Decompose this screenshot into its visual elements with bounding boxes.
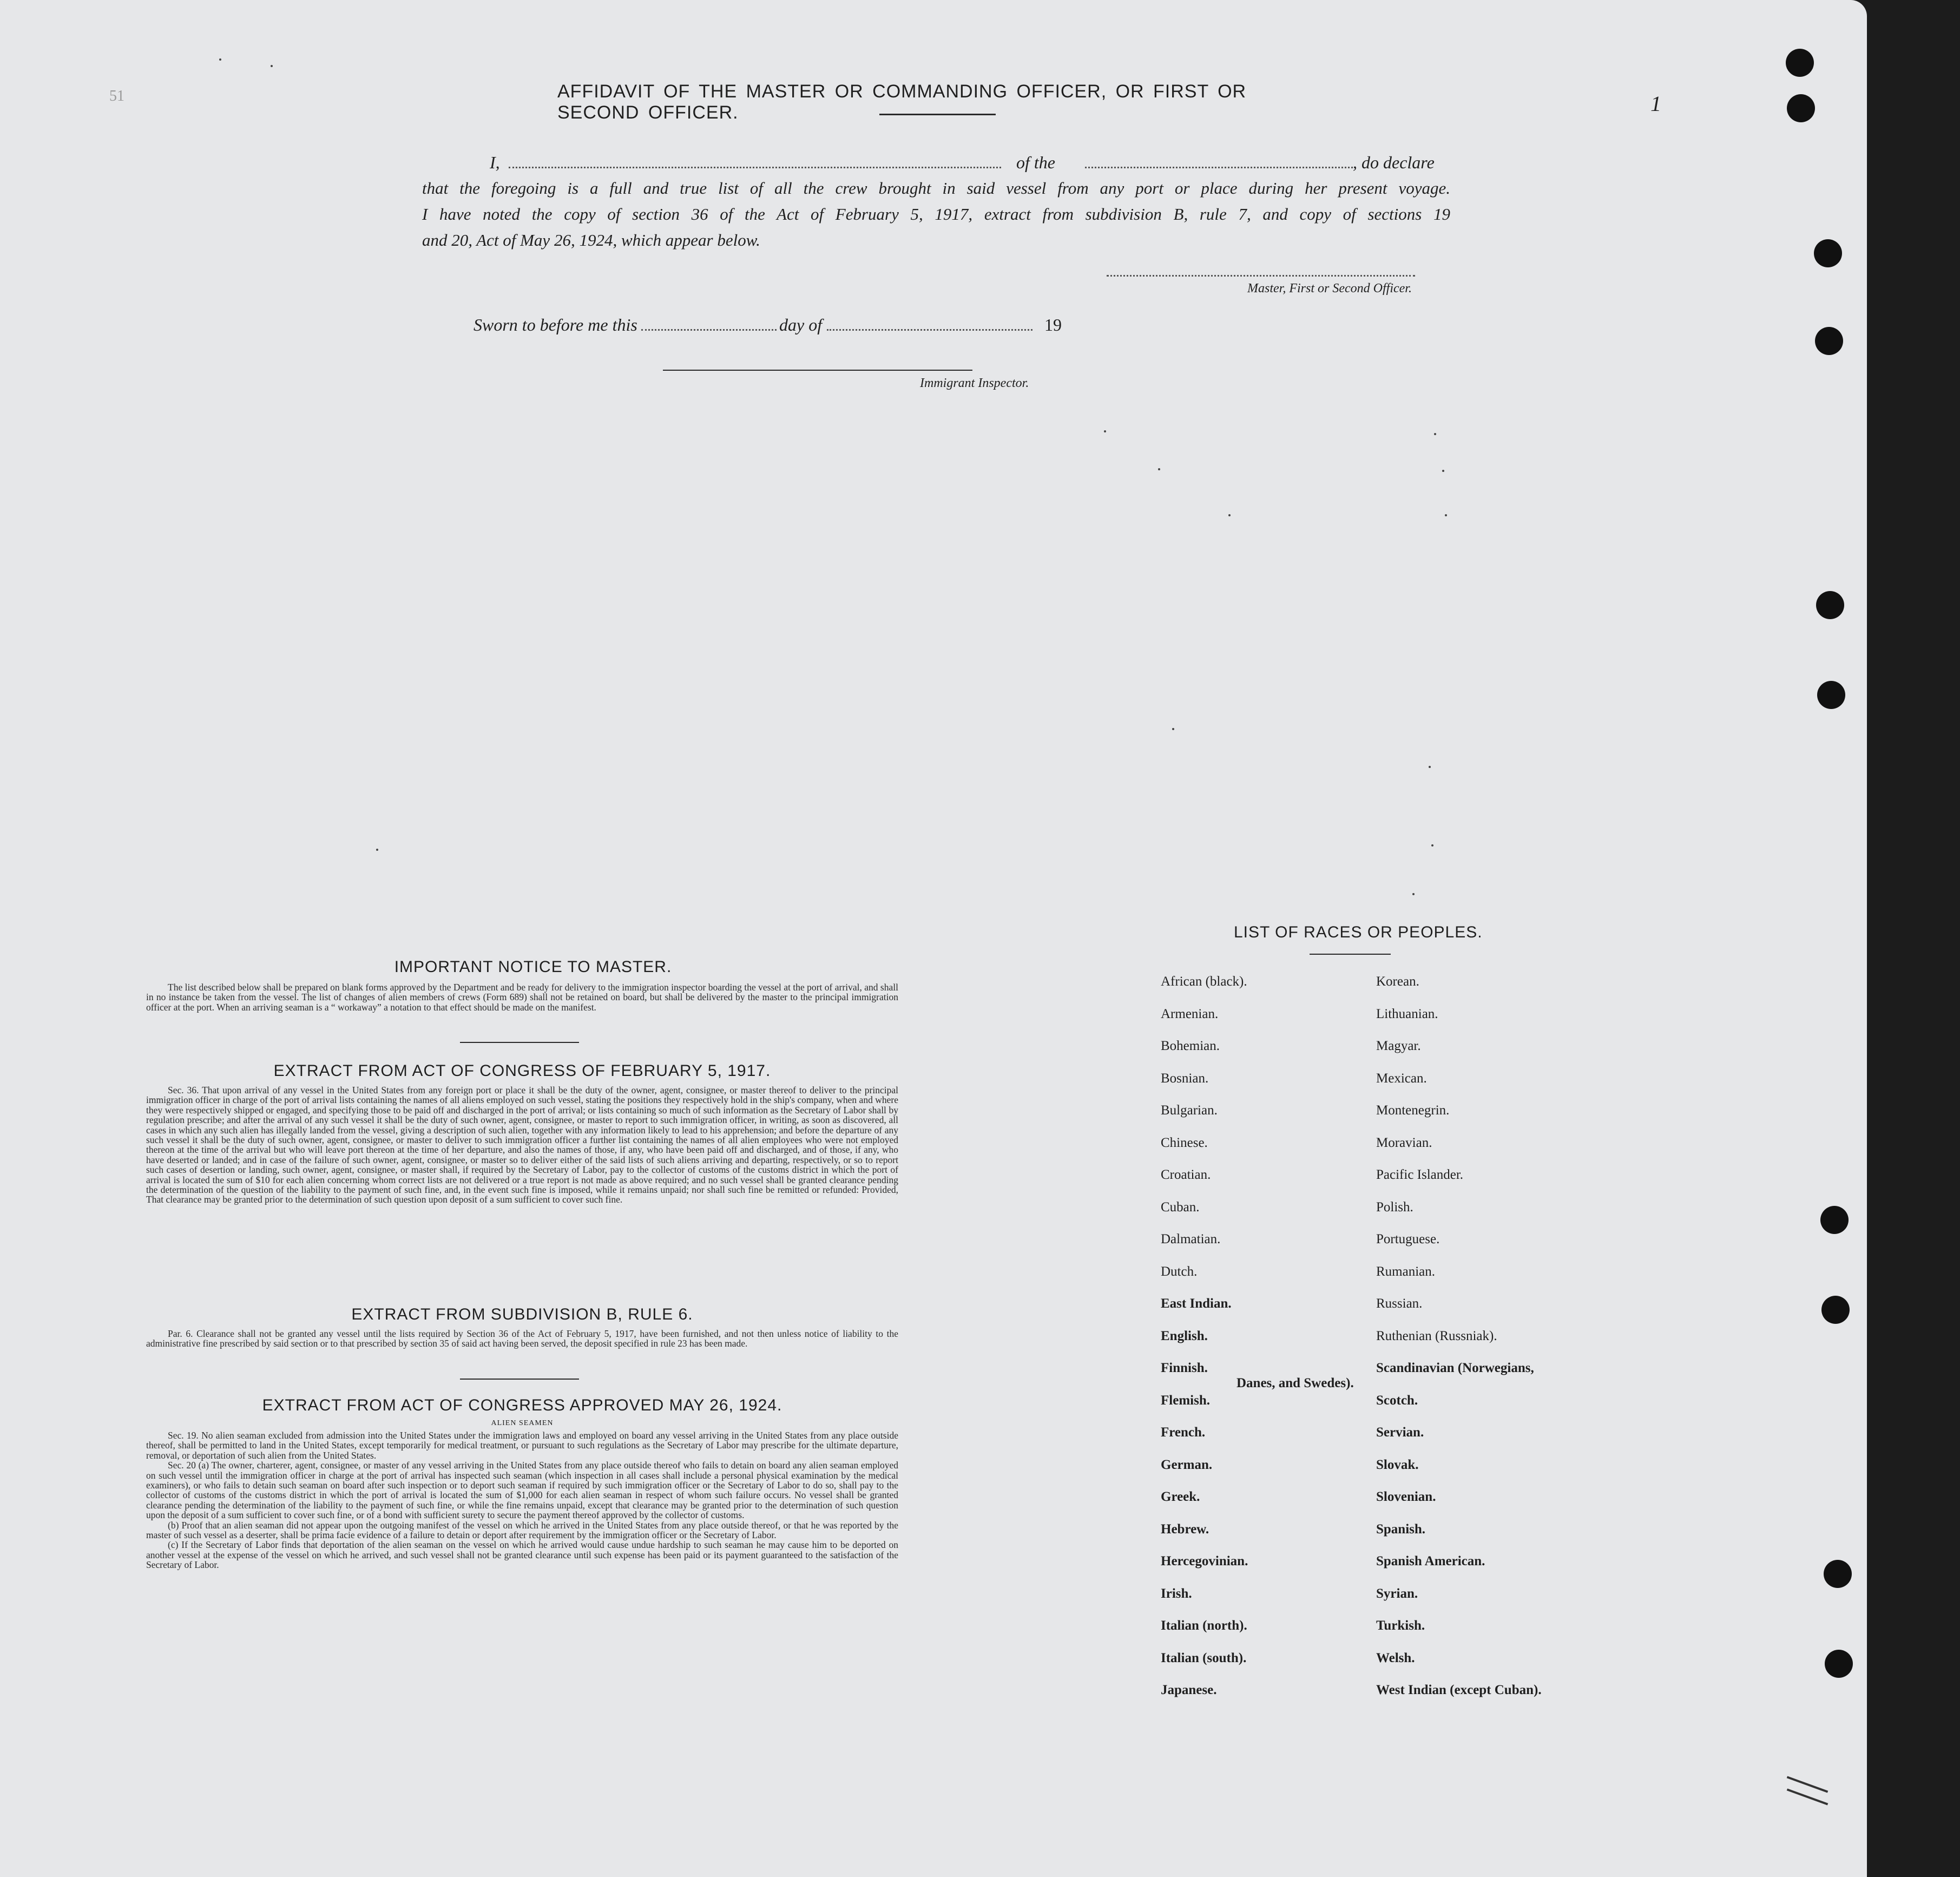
speck [1172,728,1174,730]
speck [219,58,221,61]
race-item: Slovenian. [1376,1489,1436,1504]
inspector-label: Immigrant Inspector. [920,376,1029,390]
speck [1412,893,1415,895]
notice-paragraph: The list described below shall be prepared on blank forms approved by the Department and be ready for delivery to the immigration inspector boarding the vessel at the port of arrival, and shall in no instance be taken from the vessel. The list of changes of alien members of crews (Form 689) shall not be retained on board, but shall be delivered by the master to the principal immigration officer at the port. When an arriving seaman is a “ workaway” a notation to that effect should be made on the manifest. [146,982,898,1013]
race-item: Rumanian. [1376,1264,1436,1279]
binder-hole-5 [1816,591,1844,619]
race-item: Japanese. [1161,1683,1217,1697]
race-item: Ruthenian (Russniak). [1376,1328,1497,1343]
extract-1924-paragraph: (b) Proof that an alien seaman did not appear upon the outgoing manifest of the vessel on which he arrived in the United States from any place outside thereof, or that he was reported by the master of such vessel as a deserter, shall be prima facie evidence of a failure to detain or deport after requirement by the immigration officer or the Secretary of Labor. [146,1519,898,1541]
affidavit-line4: and 20, Act of May 26, 1924, which appear below. [422,231,760,250]
race-item: West Indian (except Cuban). [1376,1683,1542,1697]
race-item: Italian (north). [1161,1618,1247,1633]
extract-1924-paragraph: Sec. 19. No alien seaman excluded from admission into the United States under the immigration laws and employed on board any vessel arriving in the United States from any place outside thereof, shall be permitted to land in the United States, except temporarily for medical treatment, or pursuant to such regulations as the Secretary of Labor may prescribe for the ultimate departure, removal, or deportation of such alien from the United States. [146,1430,898,1461]
races-title: LIST OF RACES OR PEOPLES. [1234,923,1483,941]
inspector-signature-line [663,370,972,371]
race-item: Servian. [1376,1425,1424,1440]
race-item: Chinese. [1161,1135,1208,1150]
extract-1924-text [146,1430,898,1570]
extract-1924-subtitle: ALIEN SEAMEN [491,1419,554,1427]
speck [1228,514,1231,516]
rule6-rule [460,1379,579,1380]
race-item: African (black). [1161,974,1247,989]
race-item: English. [1161,1328,1208,1343]
binder-hole-9 [1824,1560,1852,1588]
race-item: Syrian. [1376,1586,1418,1601]
master-signature-label: Master, First or Second Officer. [1247,281,1412,296]
speck [1442,470,1444,472]
race-item: Flemish. [1161,1393,1210,1408]
race-item: Slovak. [1376,1457,1419,1472]
master-signature-line [1107,275,1415,277]
race-item: Greek. [1161,1489,1200,1504]
race-item: Italian (south). [1161,1650,1247,1665]
rule6-paragraph: Par. 6. Clearance shall not be granted any vessel until the lists required by Section 36 of the Act of February 5, 1917, have been furnished, and not then unless notice of liability to the administrative fine prescribed by said section or to that prescribed by section 35 of said act having been served, the deposit specified in rule 23 has been made. [146,1328,898,1349]
notice-rule [460,1042,579,1043]
affidavit-title: AFFIDAVIT OF THE MASTER OR COMMANDING OFFICER, OR FIRST OR SECOND OFFICER. [557,81,1247,123]
race-item: Lithuanian. [1376,1006,1438,1021]
race-item: French. [1161,1425,1206,1440]
race-item: Magyar. [1376,1039,1421,1053]
race-item: Mexican. [1376,1071,1427,1086]
binder-hole-3 [1814,239,1842,267]
race-item: Montenegrin. [1376,1103,1450,1118]
race-item: Croatian. [1161,1167,1211,1182]
affidavit-line1-mid: of the [1016,153,1055,172]
name-blank [509,167,1001,168]
sworn-month-blank [827,329,1032,331]
race-item: Scandinavian (Norwegians, [1376,1361,1534,1375]
rule6-text [146,1329,898,1349]
extract-1924-title: EXTRACT FROM ACT OF CONGRESS APPROVED MAY 26, 1924. [262,1396,782,1414]
race-item: Hebrew. [1161,1521,1209,1537]
speck [1158,468,1160,470]
race-item: Dalmatian. [1161,1232,1221,1246]
sworn-day-blank [641,329,777,331]
race-item: Portuguese. [1376,1232,1440,1246]
binder-hole-8 [1821,1296,1850,1324]
sworn-end: 19 [1044,315,1062,334]
extract-1917-text [146,1085,898,1205]
affidavit-line2: that the foregoing is a full and true list of all the crew brought in said vessel from any port or place during her present voyage. [422,179,1450,198]
affidavit-line3: I have noted the copy of section 36 of the Act of February 5, 1917, extract from subdivision B, rule 7, and copy of sections 19 [422,205,1450,224]
race-item: Bulgarian. [1161,1103,1218,1118]
race-item: Dutch. [1161,1264,1198,1279]
race-item: Cuban. [1161,1199,1200,1215]
affidavit-title-rule [879,114,996,115]
race-item: Danes, and Swedes). [1236,1376,1354,1390]
race-item: Bosnian. [1161,1071,1209,1086]
binder-hole-1 [1786,49,1814,77]
race-item: Moravian. [1376,1135,1432,1150]
race-item: Korean. [1376,974,1419,989]
sworn-start: Sworn to before me this [473,315,637,334]
race-item: Armenian. [1161,1006,1219,1021]
extract-1917-title: EXTRACT FROM ACT OF CONGRESS OF FEBRUARY 5, 1917. [273,1062,771,1080]
affidavit-line1-end: , do declare [1353,153,1435,172]
race-item: Polish. [1376,1199,1413,1215]
notice-text [146,982,898,1012]
speck [1445,514,1447,516]
race-item: German. [1161,1457,1213,1472]
extract-1924-paragraph: Sec. 20 (a) The owner, charterer, agent, consignee, or master of any vessel arriving in the United States from any place outside thereof who fails to detain on board any alien seaman employed on such vessel until the immigration officer in charge at the port of arrival has inspected such seaman (which inspection in all cases shall include a personal physical examination by the medical examiners), or who fails to detain such seaman on board after such inspection or to deport such seaman if required by such immigration officer or the Secretary of Labor to do so, shall pay to the collector of customs of the customs district in which the port of arrival is located the sum of $1,000 for each alien seaman in respect of whom such failure occurs. No vessel shall be granted clearance pending the determination of the liability to the payment of such fine, or while the fine remains unpaid, except that clearance may be granted prior to the determination of such question upon the deposit of a sum sufficient to cover such fine, or of a bond with sufficient surety to secure the payment thereof approved by the collector of customs. [146,1460,898,1521]
page-number: 51 [109,88,124,104]
race-item: Bohemian. [1161,1039,1220,1053]
speck [1104,430,1106,432]
speck [1431,844,1433,846]
extract-1924-paragraph: (c) If the Secretary of Labor finds that deportation of the alien seaman on the vessel on which he arrived would cause undue hardship to such seaman he may cause him to be deported on another vessel at the expense of the vessel on which he arrived, and such vessel shall not be granted clearance until such expense has been paid or its payment guaranteed to the satisfaction of the Secretary of Labor. [146,1539,898,1571]
speck [1434,433,1436,435]
corner-mark: 1 [1650,91,1661,116]
race-item: Spanish American. [1376,1554,1485,1568]
race-item: Irish. [1161,1586,1192,1601]
rule6-title: EXTRACT FROM SUBDIVISION B, RULE 6. [351,1305,693,1323]
speck [376,849,378,851]
speck [271,65,273,67]
affidavit-line1-start: I, [490,153,500,172]
race-item: Welsh. [1376,1650,1415,1665]
notice-title: IMPORTANT NOTICE TO MASTER. [394,958,672,976]
binder-hole-7 [1820,1206,1849,1234]
races-title-rule [1310,954,1391,955]
speck [1429,766,1431,768]
sworn-mid: day of [779,315,823,334]
race-item: Spanish. [1376,1521,1426,1537]
binder-hole-6 [1817,681,1845,709]
race-item: East Indian. [1161,1296,1232,1311]
race-item: Scotch. [1376,1393,1418,1408]
race-item: Turkish. [1376,1618,1425,1633]
binder-hole-4 [1815,327,1843,355]
extract-1917-paragraph: Sec. 36. That upon arrival of any vessel in the United States from any foreign port or place it shall be the duty of the owner, agent, consignee, or master thereof to deliver to the principal immigration officer in charge of the port of arrival lists containing the names of all aliens employed on such vessel, stating the positions they respectively hold in the ship's company, when and where they were respectively shipped or engaged, and specifying those to be paid off and discharged in the port of arrival; or lists containing so much of such information as the Secretary of Labor shall by regulation prescribe; and after the arrival of any such vessel it shall be the duty of such owner, agent, consignee, or master to report to such immigration officer, in writing, as soon as discovered, all cases in which any such alien has illegally landed from the vessel, giving a description of such alien, together with any information likely to lead to his apprehension; and before the departure of any such vessel it shall be the duty of such owner, agent, consignee, or master to deliver to such immigration officer a further list containing the names of all alien employees who were not employed thereon at the time of the arrival but who will leave port thereon at the time of her departure, and also the names of those, if any, who have been paid off and discharged, and of those, if any, who have deserted or landed; and in case of the failure of such owner, agent, consignee, or master so to deliver either of the said lists of such aliens arriving and departing, respectively, or so to report such cases of desertion or landing, such owner, agent, consignee, or master shall, if required by the Secretary of Labor, pay to the collector of customs of the customs district in which the port of arrival is located the sum of $10 for each alien concerning whom correct lists are not delivered or a true report is not made as above required; and no such vessel shall be granted clearance pending the determination of the question of the liability to the payment of such fine, and, in the event such fine is imposed, while it remains unpaid; nor shall such fine be remitted or refunded: Provided, That clearance may be granted prior to the determination of such question upon deposit of a sum sufficient to cover such fine. [146,1085,898,1205]
vessel-blank [1085,167,1353,168]
race-item: Hercegovinian. [1161,1554,1248,1568]
race-item: Finnish. [1161,1361,1208,1375]
race-item: Pacific Islander. [1376,1167,1464,1182]
race-item: Russian. [1376,1296,1423,1311]
binder-hole-2 [1787,94,1815,122]
binder-hole-10 [1825,1650,1853,1678]
